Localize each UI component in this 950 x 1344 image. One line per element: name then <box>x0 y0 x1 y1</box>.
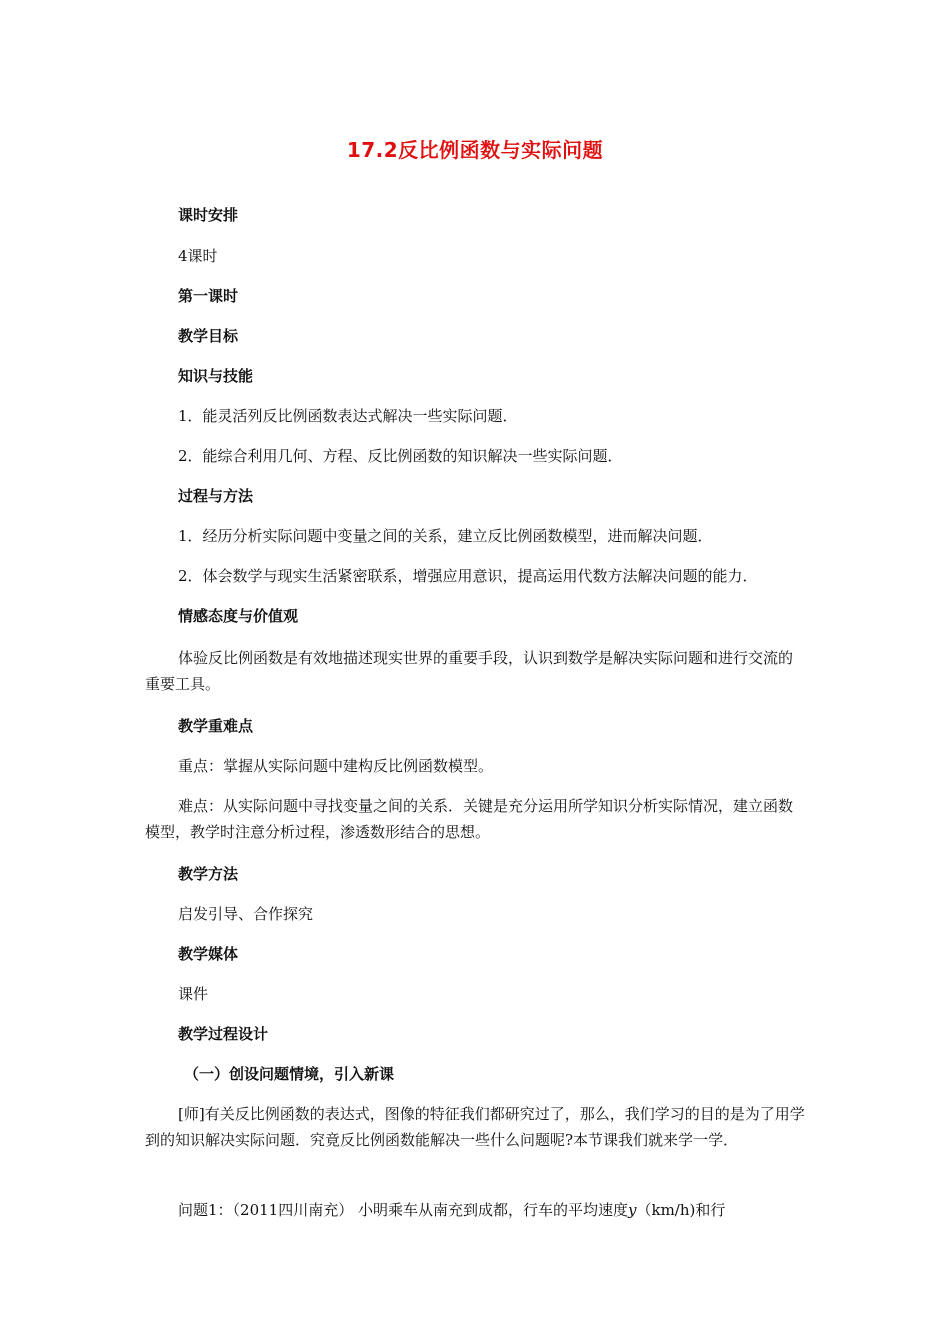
problem-1 <box>178 1200 725 1220</box>
method-heading: 教学方法 <box>178 865 239 883</box>
problem-1-suffix: （km/h)和行 <box>636 1201 726 1219</box>
document-title: 17.2反比例函数与实际问题 <box>346 138 604 162</box>
method-value: 启发引导、合作探究 <box>178 905 314 923</box>
difficulty-paragraph: 难点：从实际问题中寻找变量之间的关系．关键是充分运用所学知识分析实际情况，建立函数模型，教学时注意分析过程，渗透数形结合的思想。 <box>145 797 794 841</box>
emotion-paragraph: 体验反比例函数是有效地描述现实世界的重要手段，认识到数学是解决实际问题和进行交流的重要工具。 <box>145 649 794 693</box>
knowledge-heading: 知识与技能 <box>178 367 254 385</box>
design-heading: 教学过程设计 <box>178 1025 269 1043</box>
process-heading: 过程与方法 <box>178 487 254 505</box>
emotion-heading: 情感态度与价值观 <box>178 607 299 625</box>
process-item-1: 1．经历分析实际问题中变量之间的关系，建立反比例函数模型，进而解决问题． <box>178 527 713 545</box>
lesson-heading: 第一课时 <box>178 287 239 305</box>
keypoints-heading: 教学重难点 <box>178 717 254 735</box>
knowledge-item-1: 1．能灵活列反比例函数表达式解决一些实际问题． <box>178 407 518 425</box>
process-item-2: 2．体会数学与现实生活紧密联系，增强应用意识，提高运用代数方法解决问题的能力． <box>178 567 758 585</box>
media-value: 课件 <box>178 985 209 1003</box>
teacher-paragraph: [师]有关反比例函数的表达式，图像的特征我们都研究过了，那么，我们学习的目的是为了用学到的知识解决实际问题．究竟反比例函数能解决一些什么问题呢?本节课我们就来学一学． <box>145 1105 805 1149</box>
schedule-heading: 课时安排 <box>178 206 239 224</box>
goals-heading: 教学目标 <box>178 327 239 345</box>
schedule-value: 4课时 <box>178 247 218 265</box>
knowledge-item-2: 2．能综合利用几何、方程、反比例函数的知识解决一些实际问题． <box>178 447 623 465</box>
problem-1-variable: y <box>628 1201 637 1219</box>
step1-heading: （一）创设问题情境，引入新课 <box>184 1065 395 1083</box>
media-heading: 教学媒体 <box>178 945 239 963</box>
key-point: 重点：掌握从实际问题中建构反比例函数模型。 <box>178 757 494 775</box>
problem-1-prefix: 问题1：（2011四川南充） 小明乘车从南充到成都，行车的平均速度 <box>178 1201 628 1219</box>
